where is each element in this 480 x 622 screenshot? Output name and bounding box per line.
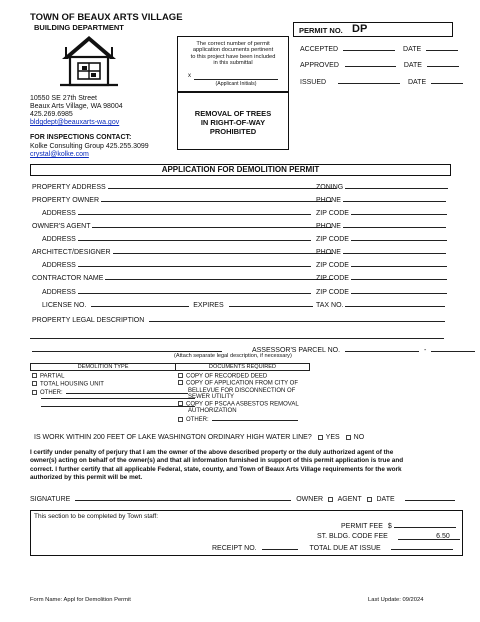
property-owner-field[interactable] (101, 195, 332, 202)
accepted-date-label: DATE (403, 46, 422, 53)
permit-fee-label: PERMIT FEE (341, 523, 383, 530)
staff-note: This section to be completed by Town staff: (34, 513, 159, 520)
certification-line: authorized by this permit will be met. (30, 474, 143, 482)
architect-zip-label: ZIP CODE (316, 262, 349, 269)
owners-agent-label: OWNER'S AGENT (32, 223, 91, 230)
signature-date-field[interactable] (405, 494, 455, 501)
permit-number-label: PERMIT NO. (299, 26, 343, 35)
zoning-field[interactable] (345, 182, 448, 189)
issued-label: ISSUED (300, 79, 327, 86)
contractor-name-field[interactable] (105, 273, 333, 280)
signature-date-label: DATE (376, 496, 395, 503)
demolition-option-total[interactable]: TOTAL HOUSING UNIT (32, 381, 188, 389)
issued-date-label: DATE (407, 79, 427, 86)
signature-field[interactable] (75, 494, 291, 501)
checkbox-icon[interactable] (32, 381, 37, 386)
property-owner-label: PROPERTY OWNER (32, 197, 100, 204)
address-line-2: Beaux Arts Village, WA 98004 (30, 103, 123, 110)
checkbox-icon[interactable] (367, 497, 372, 502)
expires-field[interactable] (229, 300, 313, 307)
architect-label: ARCHITECT/DESIGNER (32, 249, 111, 256)
initials-x-mark: x (188, 73, 191, 79)
checkbox-icon[interactable] (318, 435, 323, 440)
parcel-field-suffix[interactable] (431, 345, 475, 352)
issued-date-field[interactable] (431, 77, 463, 84)
warning-line: PROHIBITED (209, 127, 257, 136)
lake-yes-option[interactable]: YES (318, 434, 340, 441)
agent-zip-field[interactable] (351, 234, 447, 241)
agent-phone-label: PHONE (316, 223, 341, 230)
warning-line: REMOVAL OF TREES (194, 109, 272, 118)
total-due-field[interactable] (391, 543, 453, 550)
department-email-link[interactable]: bldgdept@beauxarts-wa.gov (30, 119, 120, 126)
document-item-text: BELLEVUE FOR DISCONNECTION OF (188, 387, 296, 394)
bldg-code-fee-value[interactable]: 6.50 (398, 533, 460, 540)
signature-agent-option[interactable] (367, 496, 375, 503)
tree-removal-warning-box (177, 92, 289, 150)
accepted-label: ACCEPTED (300, 46, 339, 53)
checkbox-icon[interactable] (178, 373, 183, 378)
footer-form-name: Form Name: Appl for Demolition Permit (30, 597, 131, 603)
approved-date-label: DATE (403, 62, 422, 69)
checkbox-icon[interactable] (346, 435, 351, 440)
permit-number-prefix: DP (352, 23, 368, 35)
submittal-notice-box (177, 36, 289, 92)
form-title: APPLICATION FOR DEMOLITION PERMIT (30, 164, 451, 176)
lake-no-option[interactable]: NO (346, 434, 365, 441)
inspections-title: FOR INSPECTIONS CONTACT: (30, 134, 132, 141)
contractor-zip-field-2[interactable] (351, 287, 447, 294)
checkbox-icon[interactable] (328, 497, 333, 502)
department-name: BUILDING DEPARTMENT (34, 23, 124, 32)
accepted-field[interactable] (343, 44, 395, 51)
property-address-field[interactable] (108, 182, 336, 189)
legal-description-line-2[interactable] (30, 338, 444, 339)
document-item-text: AUTHORIZATION (188, 408, 237, 415)
attach-note: (Attach separate legal description, if necessary) (174, 353, 292, 359)
checkbox-icon[interactable] (178, 417, 183, 422)
agent-zip-label: ZIP CODE (316, 236, 349, 243)
receipt-label: RECEIPT NO. (212, 545, 257, 552)
certification-text (30, 449, 403, 483)
demolition-type-header: DEMOLITION TYPE (30, 363, 176, 371)
inspections-contact: Kolke Consulting Group 425.255.3099 (30, 143, 149, 150)
total-due-label: TOTAL DUE AT ISSUE (309, 545, 381, 552)
document-item-other[interactable]: OTHER: (178, 415, 299, 424)
agent-phone-field[interactable] (343, 221, 446, 228)
town-logo (58, 33, 120, 89)
contractor-zip-label: ZIP CODE (316, 289, 349, 296)
document-item-pscaa[interactable]: COPY OF PSCAA ASBESTOS REMOVAL (178, 401, 299, 408)
lake-question: IS WORK WITHIN 200 FEET OF LAKE WASHINGTON ORDINARY HIGH WATER LINE? (34, 434, 312, 441)
document-item-text: SEWER UTILITY (188, 394, 235, 401)
certification-line: owner(s) acting on behalf of the owner(s) and that all information furnished in support of this permit application is true and (30, 457, 404, 465)
address-line-1: 10550 SE 27th Street (30, 95, 97, 102)
parcel-label: ASSESSOR'S PARCEL NO. (251, 347, 341, 354)
owner-address-label: ADDRESS (42, 210, 76, 217)
permit-number-box[interactable] (293, 22, 453, 37)
inspections-email-link[interactable]: crystal@kolke.com (30, 151, 89, 158)
demolition-other-line-3[interactable] (41, 406, 195, 407)
agent-address-label: ADDRESS (42, 236, 76, 243)
legal-description-line-3[interactable] (32, 345, 222, 352)
parcel-field[interactable] (345, 345, 419, 352)
agent-address-field[interactable] (78, 234, 311, 241)
contractor-address-field[interactable] (78, 287, 311, 294)
documents-required-header: DOCUMENTS REQUIRED (176, 363, 310, 371)
tax-label: TAX NO. (316, 302, 344, 309)
permit-fee-field[interactable] (394, 521, 456, 528)
architect-phone-field[interactable] (343, 247, 446, 254)
certification-line: I certify under penalty of perjury that I am the owner of the above described property or the duly authorized agent of the (30, 449, 394, 456)
notice-line: The correct number of permit (196, 41, 270, 47)
approved-date-field[interactable] (427, 60, 459, 67)
expires-label: EXPIRES (193, 302, 224, 309)
approved-label: APPROVED (300, 62, 339, 69)
architect-zip-field[interactable] (351, 260, 447, 267)
issued-field[interactable] (338, 77, 400, 84)
document-item-bellevue[interactable]: COPY OF APPLICATION FROM CITY OF (178, 380, 299, 387)
notice-line: to this project have been included (190, 53, 276, 60)
contractor-address-label: ADDRESS (42, 289, 76, 296)
contractor-zip-field[interactable] (351, 273, 447, 280)
license-field[interactable] (91, 300, 189, 307)
warning-line: IN RIGHT-OF-WAY (200, 118, 266, 127)
contractor-name-label: CONTRACTOR NAME (32, 275, 104, 282)
receipt-field[interactable] (262, 543, 298, 550)
applicant-initials-field[interactable] (194, 79, 278, 80)
document-other-field[interactable] (212, 415, 298, 421)
notice-line: application documents pertinent (192, 47, 274, 54)
license-label: LICENSE NO. (42, 302, 87, 309)
demolition-option-other[interactable]: OTHER: (32, 388, 188, 397)
owners-agent-field[interactable] (92, 221, 332, 228)
owner-zip-label: ZIP CODE (316, 210, 349, 217)
legal-description-field[interactable] (149, 315, 445, 322)
demolition-other-field[interactable] (66, 388, 188, 394)
town-name: TOWN OF BEAUX ARTS VILLAGE (30, 12, 183, 23)
architect-address-field[interactable] (78, 260, 311, 267)
architect-field[interactable] (113, 247, 333, 254)
checkbox-icon[interactable] (178, 401, 183, 406)
legal-description-label: PROPERTY LEGAL DESCRIPTION (32, 317, 145, 324)
owner-zip-field[interactable] (351, 208, 447, 215)
parcel-dash: - (423, 347, 427, 354)
contractor-phone-label: ZIP CODE (316, 275, 349, 282)
signature-owner-label: OWNER (296, 496, 324, 503)
demolition-option-partial[interactable]: PARTIAL (32, 373, 188, 381)
architect-phone-label: PHONE (316, 249, 341, 256)
approved-field[interactable] (345, 60, 396, 67)
architect-address-label: ADDRESS (42, 262, 76, 269)
property-address-label: PROPERTY ADDRESS (32, 184, 106, 191)
initials-label: (Applicant Initials) (215, 81, 257, 87)
accepted-date-field[interactable] (426, 44, 458, 51)
signature-label: SIGNATURE (30, 496, 71, 503)
bldg-code-fee-label: ST. BLDG. CODE FEE (317, 533, 388, 540)
checkbox-icon[interactable] (32, 373, 37, 378)
owner-address-field[interactable] (78, 208, 311, 215)
footer-last-update: Last Update: 09/2024 (368, 597, 424, 603)
checkbox-icon[interactable] (32, 390, 37, 395)
notice-line: in this submittal (213, 60, 253, 67)
certification-line: correct. I further certify that all applicable Federal, state, county, and Town of Beaux Arts Village requirements for the work (30, 465, 402, 473)
document-item-deed[interactable]: COPY OF RECORDED DEED (178, 373, 299, 380)
zoning-label: ZONING (316, 184, 344, 191)
dollar-sign: $ (387, 523, 392, 530)
tax-field[interactable] (345, 300, 445, 307)
checkbox-icon[interactable] (178, 380, 183, 385)
owner-phone-label: PHONE (316, 197, 341, 204)
signature-owner-option[interactable] (328, 496, 336, 503)
signature-agent-label: AGENT (337, 496, 362, 503)
demolition-other-line-2[interactable] (41, 398, 195, 399)
department-phone: 425.269.6985 (30, 111, 73, 118)
owner-phone-field[interactable] (343, 195, 446, 202)
